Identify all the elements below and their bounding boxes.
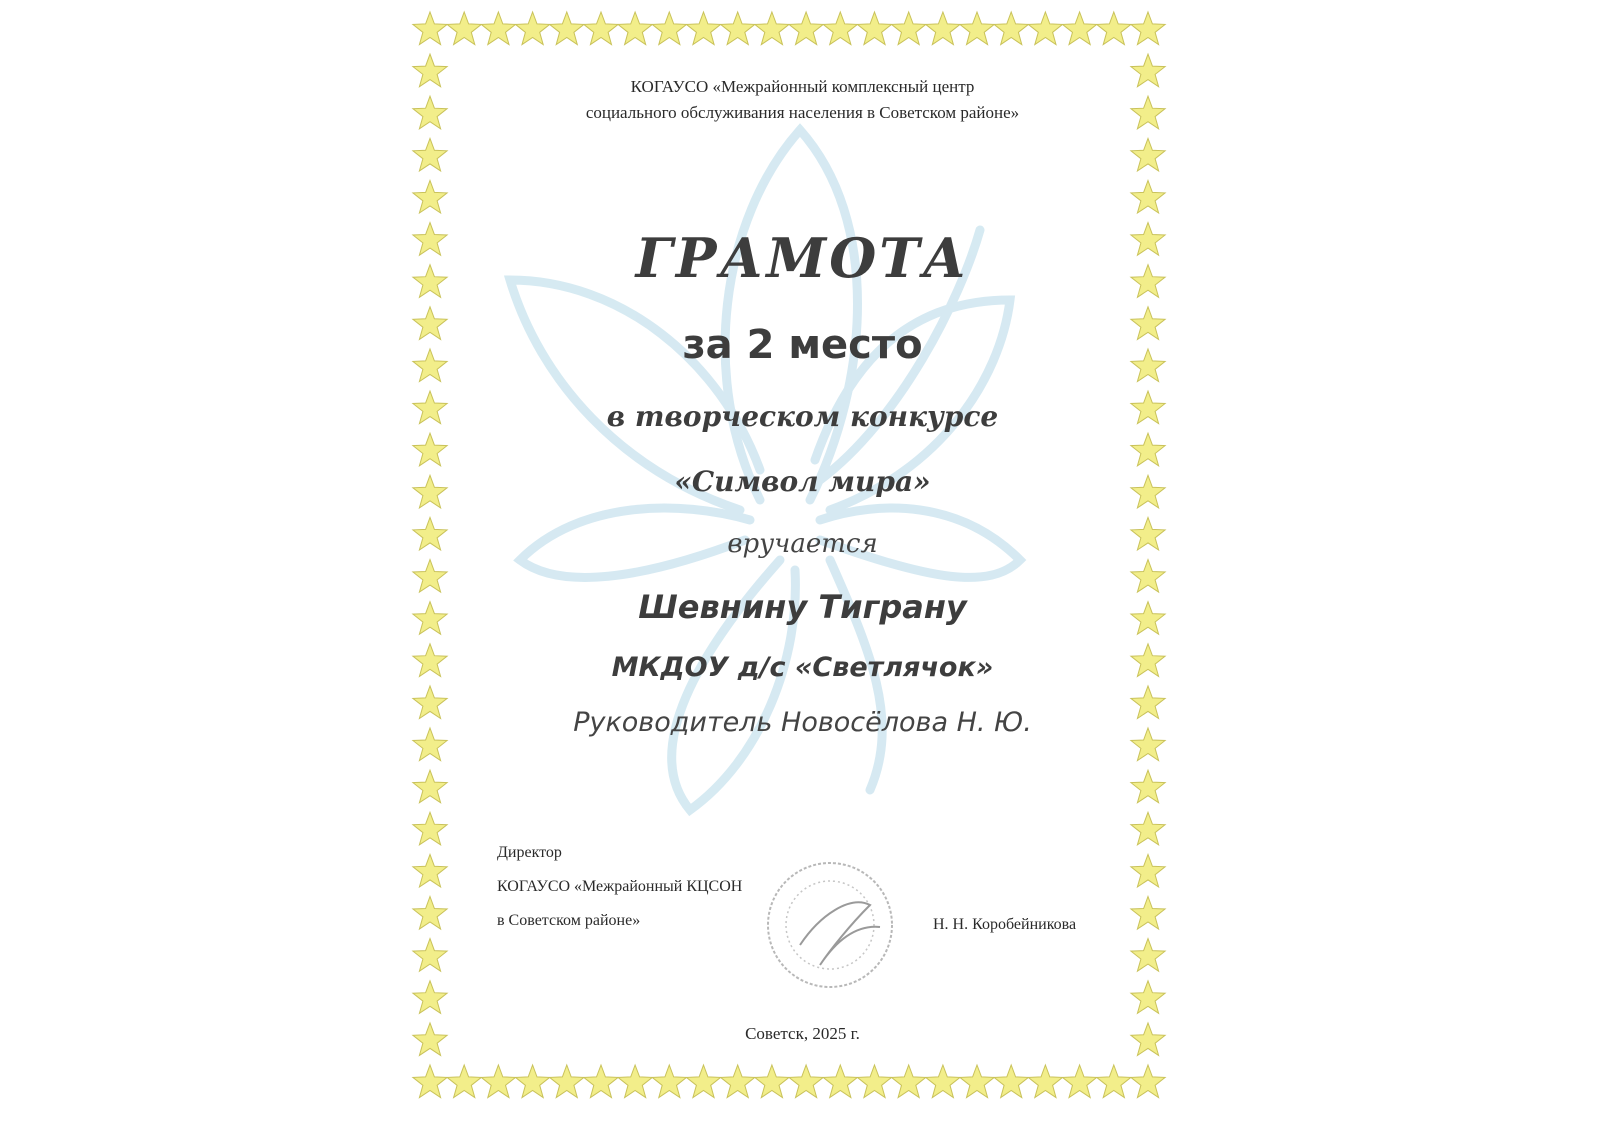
seal-stamp	[760, 855, 900, 995]
organization-line-1: КОГАУСО «Межрайонный комплексный центр	[630, 77, 975, 96]
certificate-title: ГРАМОТА	[635, 226, 970, 290]
signer-name: Н. Н. Коробейникова	[933, 916, 1077, 933]
contest-line: в творческом конкурсе	[606, 400, 999, 433]
signature-position: Директор	[497, 844, 562, 861]
signature-org-line-2: в Советском районе»	[497, 912, 641, 929]
organization-line-2: социального обслуживания населения в Советском районе»	[585, 103, 1020, 122]
signature-org-line-1: КОГАУСО «Межрайонный КЦСОН	[497, 878, 743, 895]
supervisor-name: Руководитель Новосёлова Н. Ю.	[573, 707, 1032, 738]
institution-name: МКДОУ д/с «Светлячок»	[611, 652, 994, 683]
recipient-name: Шевнину Тиграну	[638, 588, 967, 626]
place-date: Советск, 2025 г.	[745, 1024, 860, 1043]
place-award: за 2 место	[682, 322, 923, 368]
contest-name: «Символ мира»	[674, 465, 931, 498]
awarded-text: вручается	[727, 529, 878, 559]
